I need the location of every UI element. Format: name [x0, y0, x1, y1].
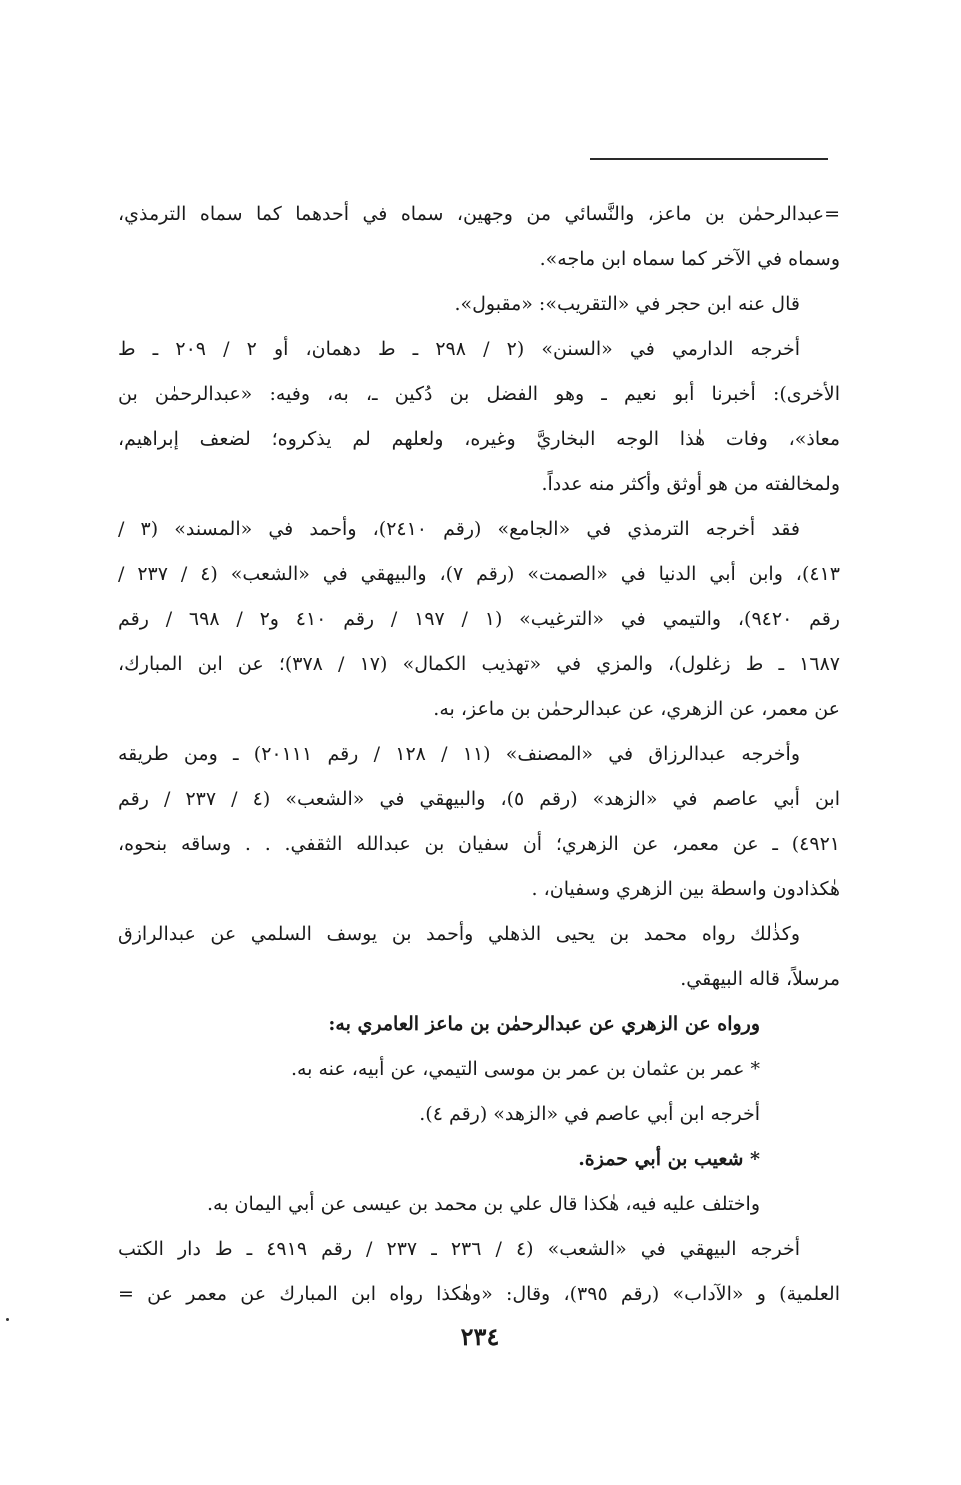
footnote-text-block: [118, 192, 840, 1317]
footnote-line: ٤١٣)، وابن أبي الدنيا في «الصمت» (رقم ٧)، والبيهقي في «الشعب» (٤ / ٢٣٧ /: [118, 563, 840, 585]
footnote-line: فقد أخرجه الترمذي في «الجامع» (رقم ٢٤١٠)، وأحمد في «المسند» (٣ /: [118, 518, 800, 540]
footnote-line: قال عنه ابن حجر في «التقريب»: «مقبول».: [454, 293, 800, 315]
footnote-line: هٰكذادون واسطة بين الزهري وسفيان، .: [531, 878, 840, 900]
footnote-line: عن معمر، عن الزهري، عن عبدالرحمٰن بن ماعز، به.: [433, 698, 840, 720]
footnote-line: واختلف عليه فيه، هٰكذا قال علي بن محمد بن عيسى عن أبي اليمان به.: [207, 1193, 760, 1215]
footnote-line: * عمر بن عثمان بن عمر بن موسى التيمي، عن أبيه، عنه به.: [290, 1058, 760, 1080]
footnote-line: أخرجه البيهقي في «الشعب» (٤ / ٢٣٦ ـ ٢٣٧ / رقم ٤٩١٩ ـ ط دار الكتب: [118, 1238, 800, 1260]
footnote-line: رقم ٩٤٢٠)، والتيمي في «الترغيب» (١ / ١٩٧ / رقم ٤١٠ و٢ / ٦٩٨ / رقم: [118, 608, 840, 630]
footnote-line: وسماه في الآخر كما سماه ابن ماجه».: [539, 248, 840, 270]
footnote-line: * شعيب بن أبي حمزة.: [578, 1148, 760, 1170]
footnote-line: ١٦٨٧ ـ ط زغلول)، والمزي في «تهذيب الكمال» (١٧ / ٣٧٨)؛ عن ابن المبارك،: [118, 653, 840, 675]
footnote-line: ٤٩٢١) ـ عن معمر، عن الزهري؛ أن سفيان بن عبدالله الثقفي. . . وساقه بنحوه،: [118, 833, 840, 855]
footnote-line: معاذ»، وفات هٰذا الوجه البخاريَّ وغيره، ولعلهم لم يذكروه؛ لضعف إبراهيم،: [118, 428, 840, 450]
footnote-line: أخرجه ابن أبي عاصم في «الزهد» (رقم ٤).: [419, 1103, 760, 1125]
footnote-line: مرسلاً، قاله البيهقي.: [680, 968, 840, 990]
footnote-line: ولمخالفته من هو أوثق وأكثر منه عدداً.: [541, 473, 840, 495]
footnote-line: =عبدالرحمٰن بن ماعز، والنَّسائي من وجهين، سماه في أحدهما كما سماه الترمذي،: [118, 203, 840, 225]
margin-mark: [6, 1318, 9, 1321]
footnote-line: العلمية) و «الآداب» (رقم ٣٩٥)، وقال: «وهٰكذا رواه ابن المبارك عن معمر عن =: [118, 1283, 840, 1305]
footnote-line: وأخرجه عبدالرزاق في «المصنف» (١١ / ١٢٨ / رقم ٢٠١١١) ـ ومن طريقه: [118, 743, 801, 765]
footnote-line: ابن أبي عاصم في «الزهد» (رقم ٥)، والبيهقي في «الشعب» (٤ / ٢٣٧ / رقم: [118, 788, 840, 810]
footnote-line: ورواه عن الزهري عن عبدالرحمٰن بن ماعز العامري به:: [328, 1013, 760, 1035]
footnote-line: أخرجه الدارمي في «السنن» (٢ / ٢٩٨ ـ ط دهمان، أو ٢ / ٢٠٩ ـ ط: [118, 338, 801, 360]
footnote-line: وكذٰلك رواه محمد بن يحيى الذهلي وأحمد بن يوسف السلمي عن عبدالرازق: [118, 923, 800, 945]
footnote-separator-line: [590, 158, 828, 160]
page-number: ٢٣٤: [460, 1322, 500, 1351]
footnote-line: الأخرى): أخبرنا أبو نعيم ـ وهو الفضل بن دُكين ـ، به، وفيه: «عبدالرحمٰن بن: [118, 383, 840, 405]
